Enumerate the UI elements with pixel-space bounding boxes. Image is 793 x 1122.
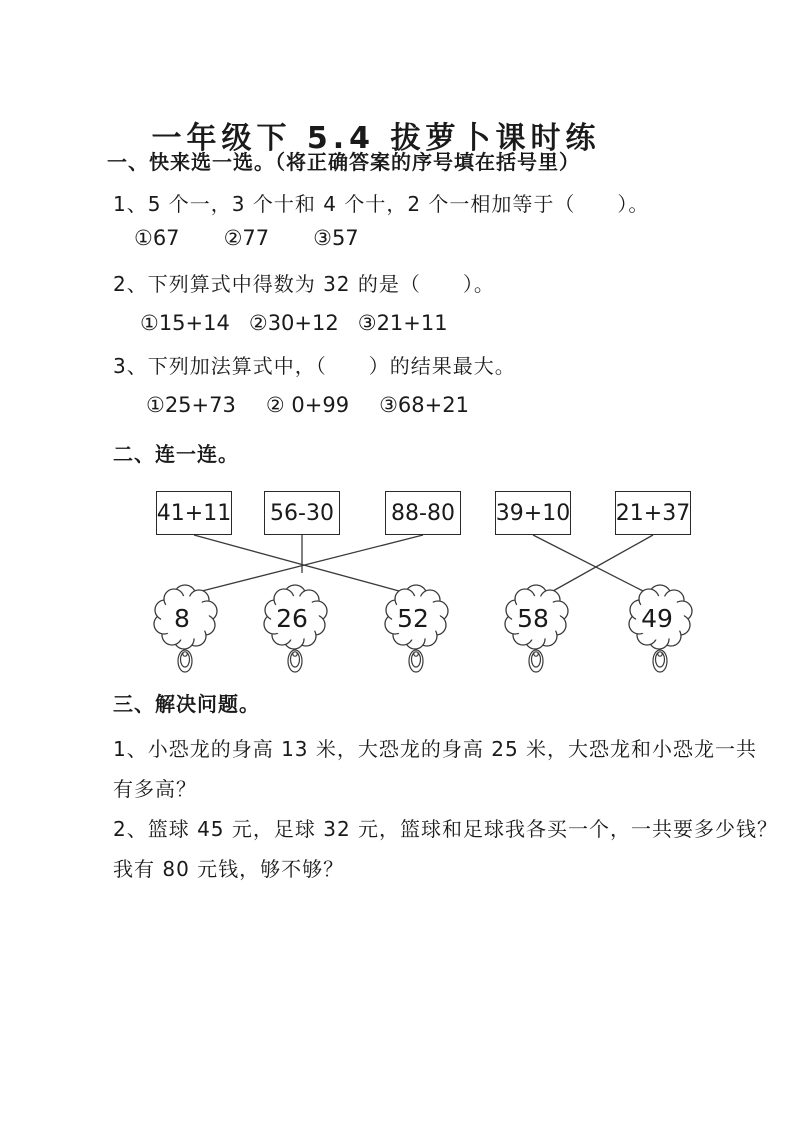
cloud-shape-icon [149,578,221,676]
answer-cloud-4 [500,578,572,676]
question-1-text: 1、5 个一，3 个十和 4 个十，2 个一相加等于（ ）。 [113,192,650,216]
spiral-tail-icon [653,650,667,672]
spiral-tail-icon [529,650,543,672]
problem-1-line-1: 1、小恐龙的身高 13 米，大恐龙的身高 25 米，大恐龙和小恐龙一共 [113,737,758,761]
question-1-option-1: ①67 [134,226,180,250]
expression-box-1: 41+11 [156,491,232,535]
match-diagram [0,491,793,701]
question-1-option-3: ③57 [313,226,359,250]
cloud-number: 8 [174,604,190,633]
expression-box-5: 21+37 [615,491,691,535]
cloud-number: 58 [517,604,549,633]
spiral-tail-icon [178,650,192,672]
problem-1-line-2: 有多高？ [113,777,197,801]
section-one-heading: 一、快来选一选。（将正确答案的序号填在括号里） [107,150,580,174]
section-two-heading: 二、连一连。 [113,442,239,466]
question-3-options [146,393,469,417]
problem-2-line-2: 我有 80 元钱，够不够？ [113,857,345,881]
cloud-shape-icon [380,578,452,676]
question-3-option-2: ② 0+99 [265,393,350,417]
question-1-options [134,226,359,250]
question-2-option-2: ②30+12 [248,311,339,335]
cloud-number: 52 [397,604,429,633]
answer-cloud-3 [380,578,452,676]
cloud-number: 26 [276,604,308,633]
spiral-tail-icon [288,650,302,672]
cloud-shape-icon [500,578,572,676]
question-1-option-2: ②77 [223,226,270,250]
answer-cloud-5 [624,578,696,676]
expression-box-3: 88-80 [385,491,461,535]
question-3-text: 3、下列加法算式中，（ ）的结果最大。 [113,354,516,378]
cloud-shape-icon [259,578,331,676]
question-2-text: 2、下列算式中得数为 32 的是（ ）。 [113,272,495,296]
question-2-options [140,311,448,335]
question-2-option-3: ③21+11 [357,311,448,335]
expression-box-2: 56-30 [264,491,340,535]
answer-cloud-1 [149,578,221,676]
expression-box-4: 39+10 [495,491,571,535]
problem-2-line-1: 2、篮球 45 元，足球 32 元，篮球和足球我各买一个，一共要多少钱？ [113,817,779,841]
answer-cloud-2 [259,578,331,676]
cloud-shape-icon [624,578,696,676]
question-3-option-1: ①25+73 [146,393,236,417]
question-2-option-1: ①15+14 [140,311,230,335]
page-title: 一年级下 5.4 拔萝卜课时练 [151,121,601,157]
spiral-tail-icon [409,650,423,672]
question-3-option-3: ③68+21 [379,393,469,417]
section-three-heading: 三、解决问题。 [113,692,260,716]
cloud-number: 49 [641,604,673,633]
